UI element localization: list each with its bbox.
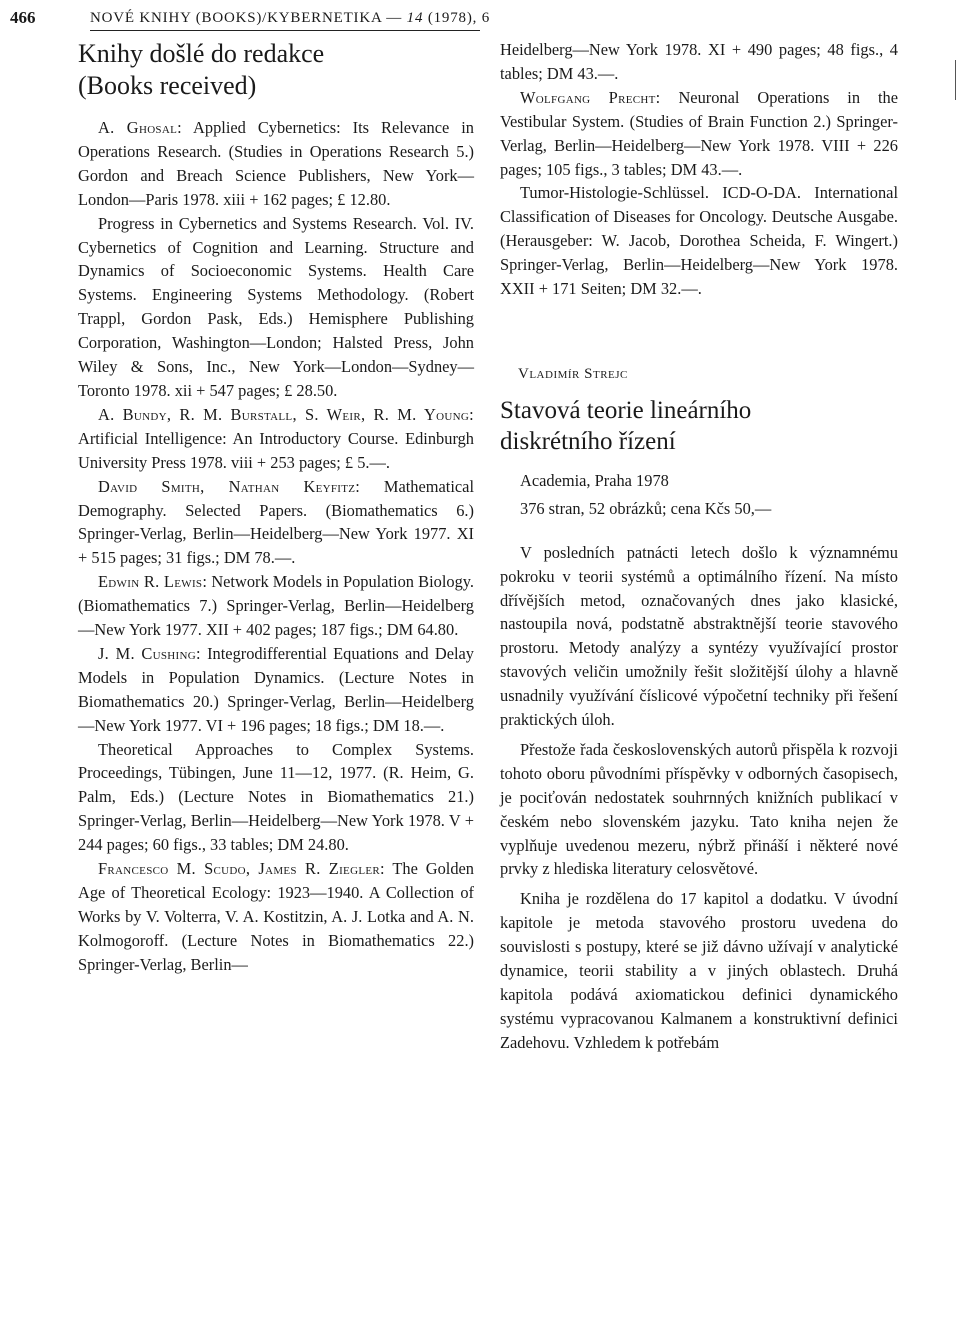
book-entry	[78, 642, 474, 738]
entry-body: Applied Cybernetics: Its Relevance in Operations Research. (Studies in Operations Research 5.) Gordon and Breach Science Publishers, New York—London—Paris 1978. xiii + 162 pages; £ 12.80.	[78, 118, 475, 209]
review-publisher: Academia, Praha 1978	[520, 470, 669, 490]
entry-body: Mathematical Demography. Selected Papers. (Biomathematics 6.) Springer-Verlag, Berlin—Heidelberg—New York 1977. XI + 515 pages; 31 figs.; DM 78.—.	[78, 476, 474, 568]
section-title	[78, 38, 474, 102]
right-column	[500, 38, 898, 1061]
book-entry	[78, 212, 474, 403]
entry-body: Integrodifferential Equations and Delay Models in Population Dynamics. (Lecture Notes in Biomathematics 20.) Springer-Verlag, Berlin—Heidelberg—New York 1977. VI + 196 pages; 18 figs.; DM 18.—.	[78, 643, 474, 735]
review-title-line2: diskrétního řízení	[500, 427, 676, 455]
book-entry	[78, 475, 474, 571]
review-paragraph: V posledních patnácti letech došlo k významnému pokroku v teorii systémů a optimálního řízení. Na místo dřívějších metod, označovaných dnes jako klasické, nastoupila nová, podstatně abstraktnější teorie stavového prostoru. Metody analýzy a syntézy využívající prostor stavových veličin umožnily řešit složitější úlohy a hlavně usnadnily využívání číslicové výpočetní techniky při řešení praktických úloh.	[500, 542, 898, 730]
entry-body: Tumor-Histologie-Schlüssel. ICD-O-DA. International Classification of Diseases for Oncology. Deutsche Ausgabe. (Herausgeber: W. Jacob, Dorothea Scheida, F. Wingert.) Springer-Verlag, Berlin—Heidelberg—New York 1978. XXII + 171 Seiten; DM 32.—.	[500, 183, 898, 299]
entry-body: Network Models in Population Biology. (Biomathematics 7.) Springer-Verlag, Berlin—Heidelberg—New York 1977. XII + 402 pages; 187 figs.; DM 64.80.	[78, 572, 474, 640]
entry-authors: A. Bundy, R. M. Burstall, S. Weir, R. M. Young:	[98, 404, 474, 424]
entry-body: Heidelberg—New York 1978. XI + 490 pages; 48 figs., 4 tables; DM 43.—.	[500, 40, 898, 83]
journal-section: NOVÉ KNIHY (BOOKS)/KYBERNETIKA —	[90, 10, 407, 26]
entry-body: Progress in Cybernetics and Systems Research. Vol. IV. Cybernetics of Cognition and Learning. Structure and Dynamics of Socioeconomic Systems. Health Care Systems. Engineering Systems Methodology. (Robert Trappl, Gordon Pask, Eds.) Hemisphere Publishing Corporation, Washington—London; Halsted Press, John Wiley & Sons, Inc., New York—London—Sydney—Toronto 1978. xii + 547 pages; £ 28.50.	[78, 213, 474, 400]
entry-authors: A. Ghosal:	[98, 118, 182, 137]
book-entry	[78, 570, 474, 642]
header-rule	[90, 30, 480, 31]
year-issue: (1978), 6	[423, 10, 491, 26]
review-author: Vladimír Strejc	[518, 365, 628, 382]
left-column	[78, 38, 474, 977]
running-header	[0, 6, 960, 30]
book-entry	[78, 857, 474, 977]
review-paragraph: Kniha je rozdělena do 17 kapitol a dodatku. V úvodní kapitole je metoda stavového prostoru uvedena do souvislosti s postupy, které se již dávno užívají v analytické dynamice, teorii stability a v jiných oblastech. Druhá kapitola podává axiomatickou definici dynamického systému vypracovanou Kalmanem a konstruktivní definici Zadehovu. Vzhledem k potřebám	[500, 889, 898, 1052]
entry-authors: Edwin R. Lewis:	[98, 572, 208, 592]
book-entry	[78, 738, 474, 858]
entry-authors: Wolfgang Precht:	[520, 87, 661, 107]
book-entry	[78, 403, 474, 475]
running-title	[90, 10, 490, 27]
review-paragraph: Přestože řada československých autorů přispěla k rozvoji tohoto oboru původními příspěvky v odborných časopisech, je pociťován nedostatek souhrnných knižních publikací v českém nebo slovenském jazyku. Tato kniha nejen že vyplňuje uvedenou mezeru, nýbrž přináší i některé nové prvky z hlediska literatury celosvětové.	[500, 739, 898, 879]
entry-body: Neuronal Operations in the Vestibular System. (Studies of Brain Function 2.) Springer-Verlag, Berlin—Heidelberg—New York 1978. VIII + 226 pages; 105 figs., 3 tables; DM 43.—.	[500, 87, 898, 179]
review-title-line1: Stavová teorie lineárního	[500, 396, 752, 424]
review-details: 376 stran, 52 obrázků; cena Kčs 50,—	[520, 498, 772, 518]
section-title-en: (Books received)	[78, 71, 257, 100]
review-book-title	[500, 395, 898, 457]
book-entry	[78, 116, 474, 212]
volume-number: 14	[406, 10, 424, 26]
entry-body: Theoretical Approaches to Complex Systems. Proceedings, Tübingen, June 11—12, 1977. (R. Heim, G. Palm, Eds.) (Lecture Notes in Biomathematics 21.) Springer-Verlag, Berlin—Heidelberg—New York 1978. V + 244 pages; 60 figs., 33 tables; DM 24.80.	[78, 739, 474, 855]
margin-mark	[955, 60, 956, 100]
book-entry	[500, 86, 898, 182]
entry-authors: David Smith, Nathan Keyfitz:	[98, 476, 361, 496]
section-title-cs: Knihy došlé do redakce	[78, 39, 325, 68]
entry-body: The Golden Age of Theoretical Ecology: 1923—1940. A Collection of Works by V. Volterra, V. A. Kostitzin, A. J. Lotka and A. N. Kolmogoroff. (Lecture Notes in Biomathematics 22.) Springer-Verlag, Berlin—	[78, 859, 475, 974]
entry-body: Artificial Intelligence: An Introductory Course. Edinburgh University Press 1978. viii + 253 pages; £ 5.—.	[78, 428, 474, 472]
page-number: 466	[10, 8, 36, 27]
book-entry	[500, 38, 898, 86]
entry-authors: Francesco M. Scudo, James R. Ziegler:	[98, 859, 385, 879]
entry-authors: J. M. Cushing:	[98, 643, 201, 663]
book-entry	[500, 181, 898, 301]
